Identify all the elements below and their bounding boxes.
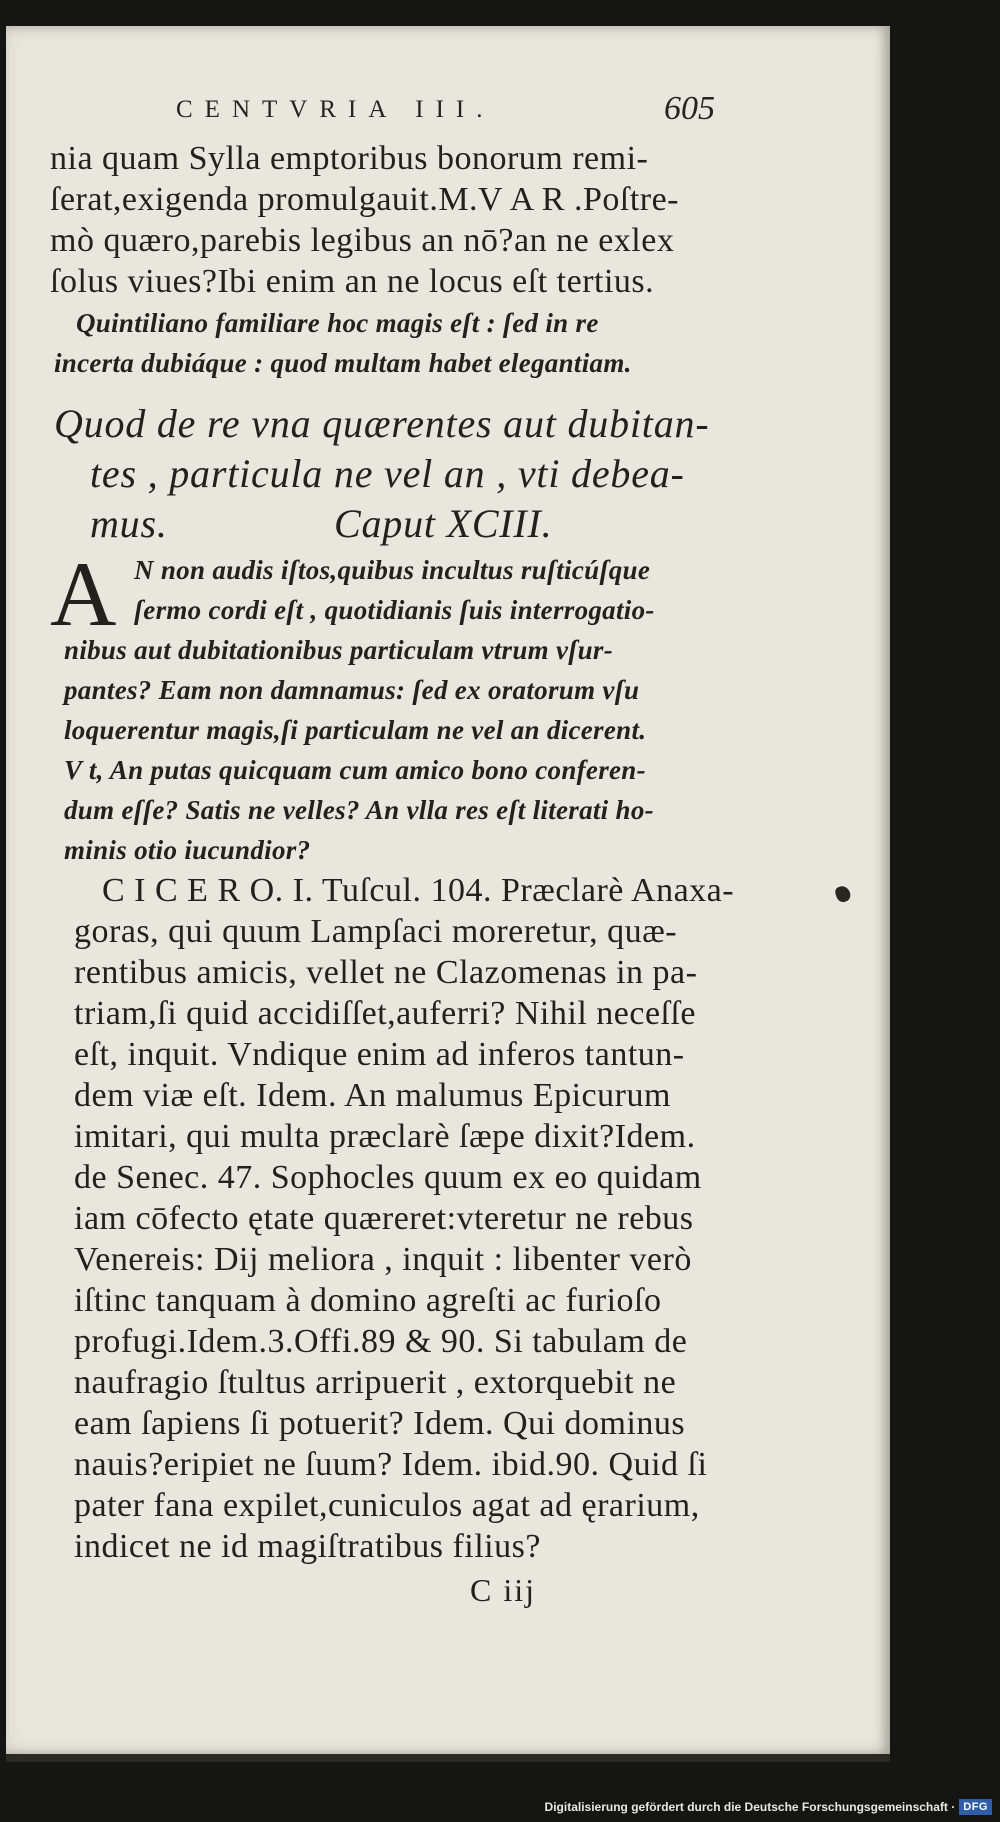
signature-mark: C iij [470,1572,537,1608]
text-line: eſt, inquit. Vndique enim ad inferos tantun- [74,1036,685,1073]
text-line: profugi.Idem.3.Offi.89 & 90. Si tabulam de [74,1323,688,1360]
text-line: indicet ne id magiſtratibus filius? [74,1528,541,1565]
page-edge [6,1754,890,1762]
dfg-logo: DFG [959,1799,992,1815]
text-line: mò quæro,parebis legibus an nō?an ne exlex [50,222,675,259]
text-line: imitari, qui multa præclarè ſæpe dixit?Idem. [74,1118,696,1155]
footer-credit: Digitalisierung gefördert durch die Deutsche Forschungsgemeinschaft · [544,1800,956,1814]
text-line: dem viæ eſt. Idem. An malumus Epicurum [74,1077,671,1114]
note-line: Quintiliano familiare hoc magis eſt : ſed in re [76,308,599,338]
chapter-number: Caput XCIII. [334,501,553,546]
chapter-heading-line: Quod de re vna quærentes aut dubitan- [54,401,710,446]
text-line: Venereis: Dij meliora , inquit : libenter verò [74,1241,692,1278]
running-head: CENTVRIA III. [176,96,495,123]
page-header [0,90,884,136]
chapter-heading-line: mus. [90,501,168,546]
text-line: ſerat,exigenda promulgauit.M.V A R .Poſtre- [50,181,680,218]
text-line: nia quam Sylla emptoribus bonorum remi- [50,140,649,177]
text-line: pater fana expilet,cuniculos agat ad ęrarium, [74,1487,700,1524]
text-line: eam ſapiens ſi potuerit? Idem. Qui dominus [74,1405,686,1442]
italic-line: pantes? Eam non damnamus: ſed ex oratorum vſu [64,675,640,705]
drop-initial: A [50,543,117,645]
italic-line: loquerentur magis,ſi particulam ne vel an dicerent. [64,715,647,745]
text-line: rentibus amicis, vellet ne Clazomenas in pa- [74,954,698,991]
italic-line: N non audis iſtos,quibus incultus ruſticúſque [134,555,651,585]
italic-line: minis otio iucundior? [64,835,311,865]
text-line: de Senec. 47. Sophocles quum ex eo quidam [74,1159,702,1196]
text-line: triam,ſi quid accidiſſet,auferri? Nihil neceſſe [74,995,697,1032]
note-line: incerta dubiáque : quod multam habet elegantiam. [54,348,632,378]
italic-line: V t, An putas quicquam cum amico bono conferen- [64,755,646,785]
italic-line: ſermo cordi eſt , quotidianis ſuis interrogatio- [134,595,655,625]
text-line: iſtinc tanquam à domino agreſti ac furioſo [74,1282,662,1319]
text-line: naufragio ſtultus arripuerit , extorquebit ne [74,1364,677,1401]
text-line: C I C E R O. I. Tuſcul. 104. Præclarè Anaxa- [102,872,735,909]
digitization-footer [545,1796,992,1818]
page-number: 605 [664,90,715,127]
text-line: goras, qui quum Lampſaci moreretur, quæ- [74,913,678,950]
text-line: nauis?eripiet ne ſuum? Idem. ibid.90. Quid ſi [74,1446,708,1483]
chapter-heading-line: tes , particula ne vel an , vti debea- [90,451,685,496]
italic-line: dum eſſe? Satis ne velles? An vlla res eſt literati ho- [64,795,654,825]
italic-line: nibus aut dubitationibus particulam vtrum vſur- [64,635,613,665]
text-line: iam cōfecto ętate quæreret:vteretur ne rebus [74,1200,694,1237]
text-line: ſolus viues?Ibi enim an ne locus eſt tertius. [50,263,655,300]
